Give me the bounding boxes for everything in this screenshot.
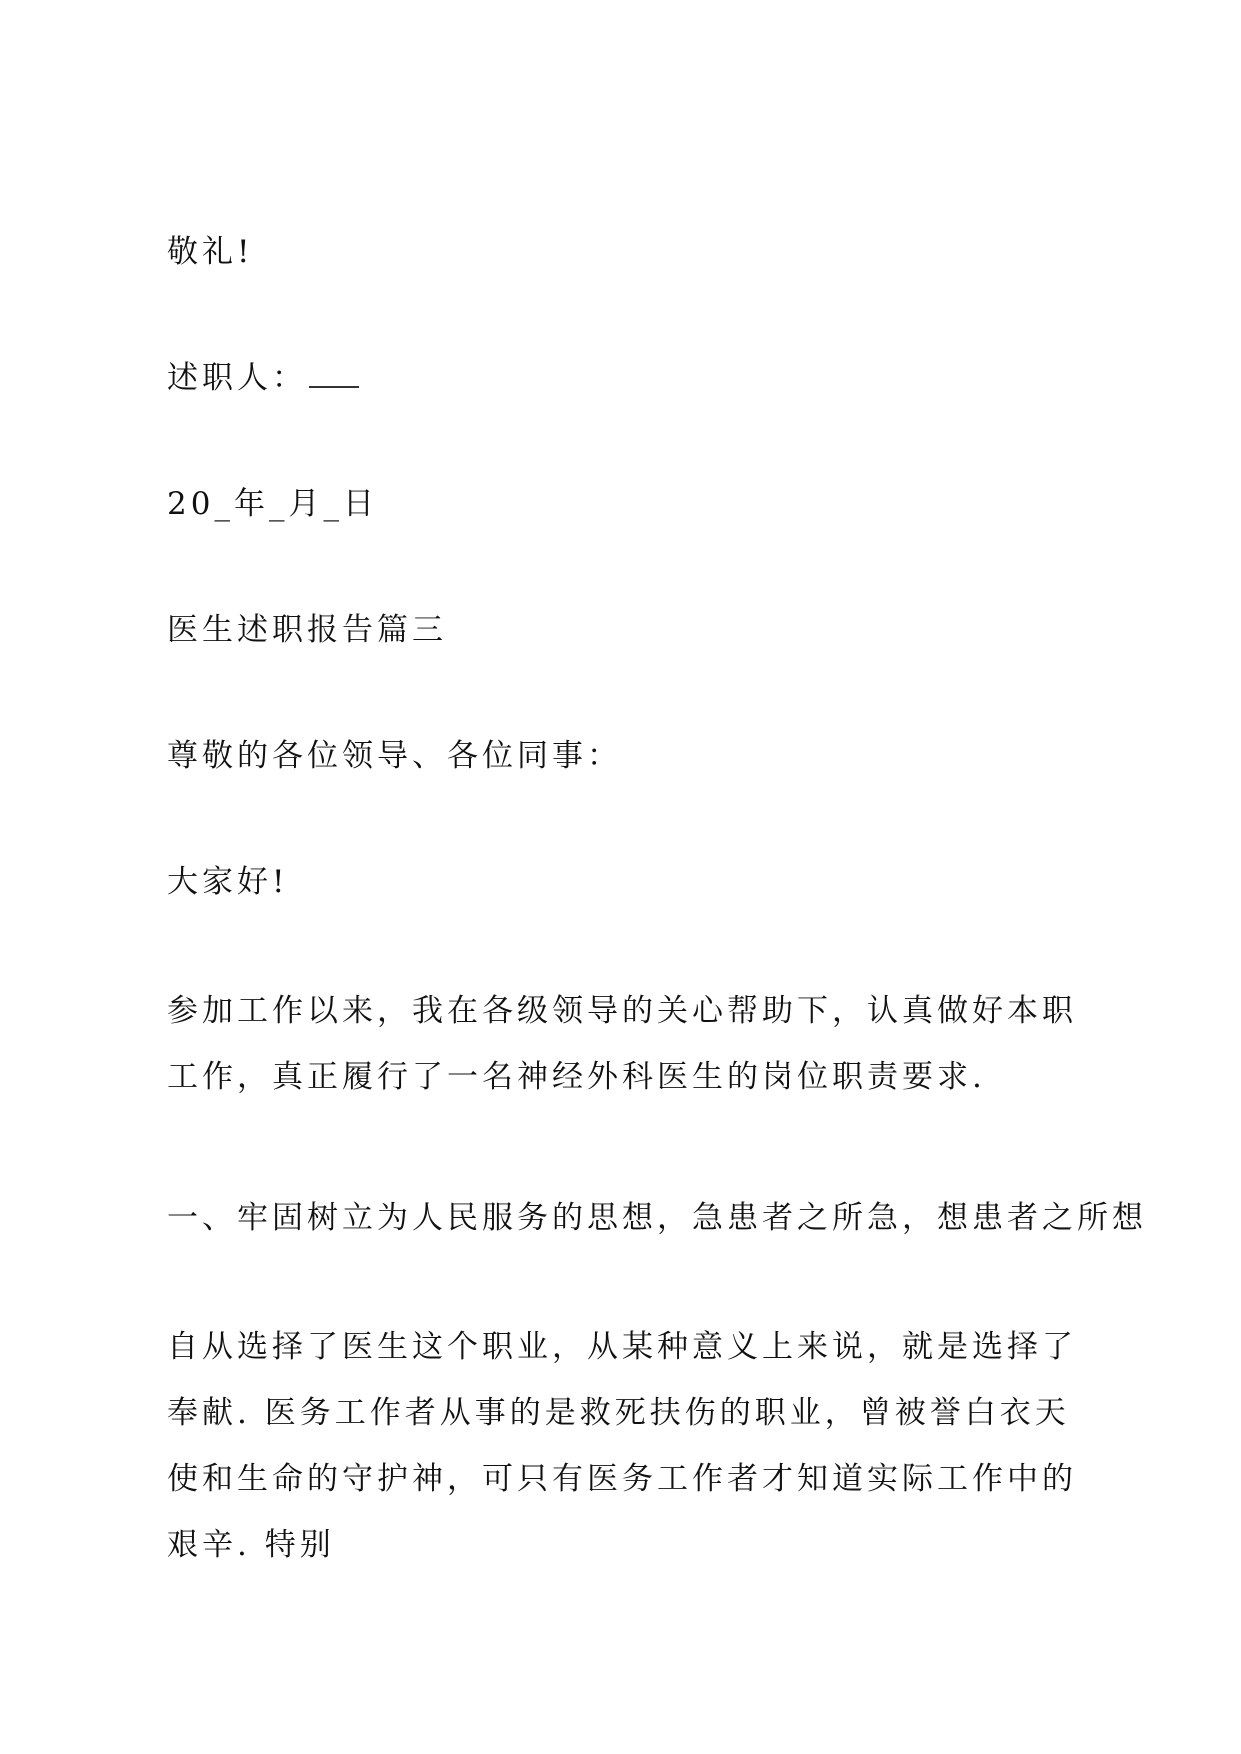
closing-text: 敬礼! [167,234,254,270]
salutation-text: 尊敬的各位领导、各位同事： [167,738,622,774]
heading-one: 一、牢固树立为人民服务的思想，急患者之所急，想患者之所想 [167,1200,1147,1236]
section-title: 医生述职报告篇三 [167,612,447,648]
date-line: 20_年_月_日 [167,486,378,522]
body-paragraph: 自从选择了医生这个职业，从某种意义上来说，就是选择了奉献. 医务工作者从事的是救死扶伤的职业，曾被誉白衣天使和生命的守护神，可只有医务工作者才知道实际工作中的艰辛. 特别 [167,1329,1077,1563]
reporter-label: 述职人： [167,360,307,396]
reporter-name-blank [309,360,359,388]
greeting-text: 大家好! [167,864,289,900]
reporter-line [167,358,359,398]
intro-paragraph: 参加工作以来，我在各级领导的关心帮助下，认真做好本职工作，真正履行了一名神经外科医生的岗位职责要求. [167,993,1077,1095]
